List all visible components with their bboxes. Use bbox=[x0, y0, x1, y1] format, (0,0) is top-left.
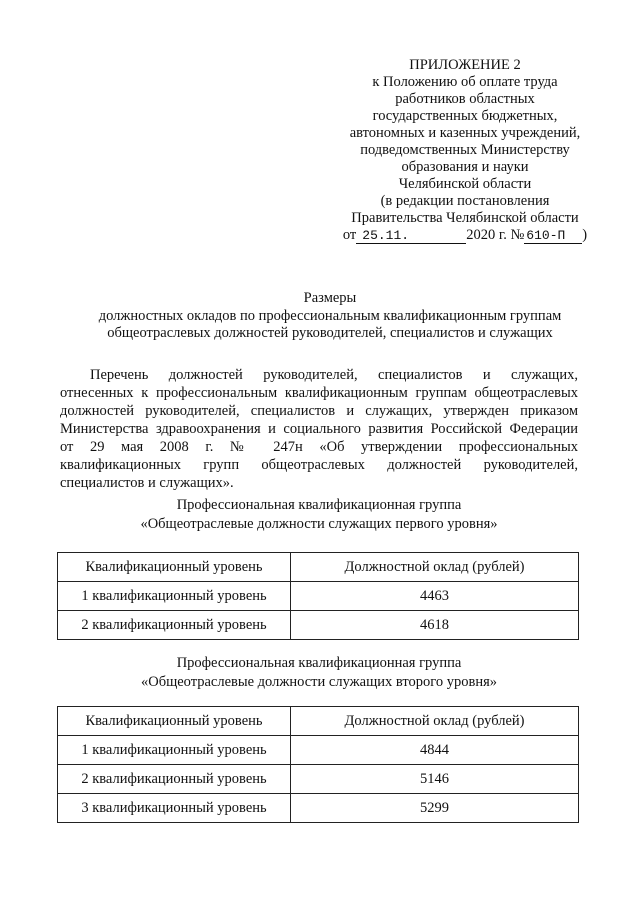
group-1-title bbox=[60, 496, 578, 534]
table-cell-level: 1 квалификационный уровень bbox=[58, 582, 291, 611]
appendix-line: подведомственных Министерству bbox=[360, 142, 570, 158]
table-header-cell: Должностной оклад (рублей) bbox=[291, 707, 579, 736]
heading-line: должностных окладов по профессиональным квалификационным группам bbox=[98, 307, 562, 324]
close-paren: ) bbox=[582, 227, 588, 243]
table-row bbox=[58, 765, 579, 794]
appendix-line: образования и науки bbox=[401, 159, 529, 175]
intro-line: Министерства здравоохранения и социального развития Российской Федерации bbox=[60, 421, 578, 437]
appendix-line: Челябинской области bbox=[398, 176, 532, 192]
resolution-number: 610-П bbox=[524, 228, 582, 244]
table-cell-level: 2 квалификационный уровень bbox=[58, 611, 291, 640]
appendix-title: ПРИЛОЖЕНИЕ 2 bbox=[409, 57, 521, 73]
table-cell-level: 1 квалификационный уровень bbox=[58, 736, 291, 765]
group-title-line: Профессиональная квалификационная группа bbox=[176, 655, 462, 671]
group-title-line: «Общеотраслевые должности служащих первого уровня» bbox=[140, 516, 498, 532]
table-row bbox=[58, 794, 579, 823]
table-header-row bbox=[58, 707, 579, 736]
table-header-cell: Должностной оклад (рублей) bbox=[291, 553, 579, 582]
group-title-line: «Общеотраслевые должности служащих второго уровня» bbox=[140, 674, 498, 690]
appendix-line: к Положению об оплате труда bbox=[372, 74, 558, 90]
appendix-header bbox=[300, 57, 630, 244]
intro-line: Перечень должностей руководителей, специалистов и служащих, bbox=[90, 367, 578, 383]
table-header-cell: Квалификационный уровень bbox=[58, 553, 291, 582]
group-1-table bbox=[57, 552, 579, 640]
table-cell-salary: 4844 bbox=[291, 736, 579, 765]
heading-title: Размеры bbox=[303, 290, 357, 306]
date-year: 2020 г. № bbox=[466, 227, 525, 243]
intro-line: должностей руководителей, специалистов и служащих, утвержден приказом bbox=[60, 403, 578, 419]
table-cell-salary: 4618 bbox=[291, 611, 579, 640]
document-heading bbox=[40, 290, 620, 343]
resolution-date-line bbox=[300, 227, 630, 244]
resolution-date: 25.11. bbox=[356, 228, 466, 244]
appendix-line: автономных и казенных учреждений, bbox=[349, 125, 581, 141]
heading-line: общеотраслевых должностей руководителей, специалистов и служащих bbox=[107, 325, 553, 341]
table-row bbox=[58, 611, 579, 640]
intro-line: отнесенных к профессиональным квалификационным группам общеотраслевых bbox=[60, 385, 578, 401]
appendix-line: Правительства Челябинской области bbox=[351, 210, 579, 226]
table-cell-salary: 4463 bbox=[291, 582, 579, 611]
date-prefix: от bbox=[342, 227, 357, 243]
appendix-line: работников областных bbox=[395, 91, 535, 107]
appendix-line: государственных бюджетных, bbox=[372, 108, 558, 124]
appendix-line: (в редакции постановления bbox=[380, 193, 550, 209]
intro-line: специалистов и служащих». bbox=[60, 475, 234, 491]
intro-line: квалификационных групп общеотраслевых должностей руководителей, bbox=[60, 457, 578, 473]
group-title-line: Профессиональная квалификационная группа bbox=[176, 497, 462, 513]
table-header-row bbox=[58, 553, 579, 582]
table-header-cell: Квалификационный уровень bbox=[58, 707, 291, 736]
intro-line: от 29 мая 2008 г. № 247н «Об утверждении профессиональных bbox=[60, 439, 578, 455]
table-cell-salary: 5146 bbox=[291, 765, 579, 794]
table-cell-salary: 5299 bbox=[291, 794, 579, 823]
table-cell-level: 3 квалификационный уровень bbox=[58, 794, 291, 823]
intro-paragraph bbox=[60, 366, 578, 492]
group-2-table bbox=[57, 706, 579, 823]
table-cell-level: 2 квалификационный уровень bbox=[58, 765, 291, 794]
table-row bbox=[58, 736, 579, 765]
table-row bbox=[58, 582, 579, 611]
group-2-title bbox=[60, 654, 578, 692]
